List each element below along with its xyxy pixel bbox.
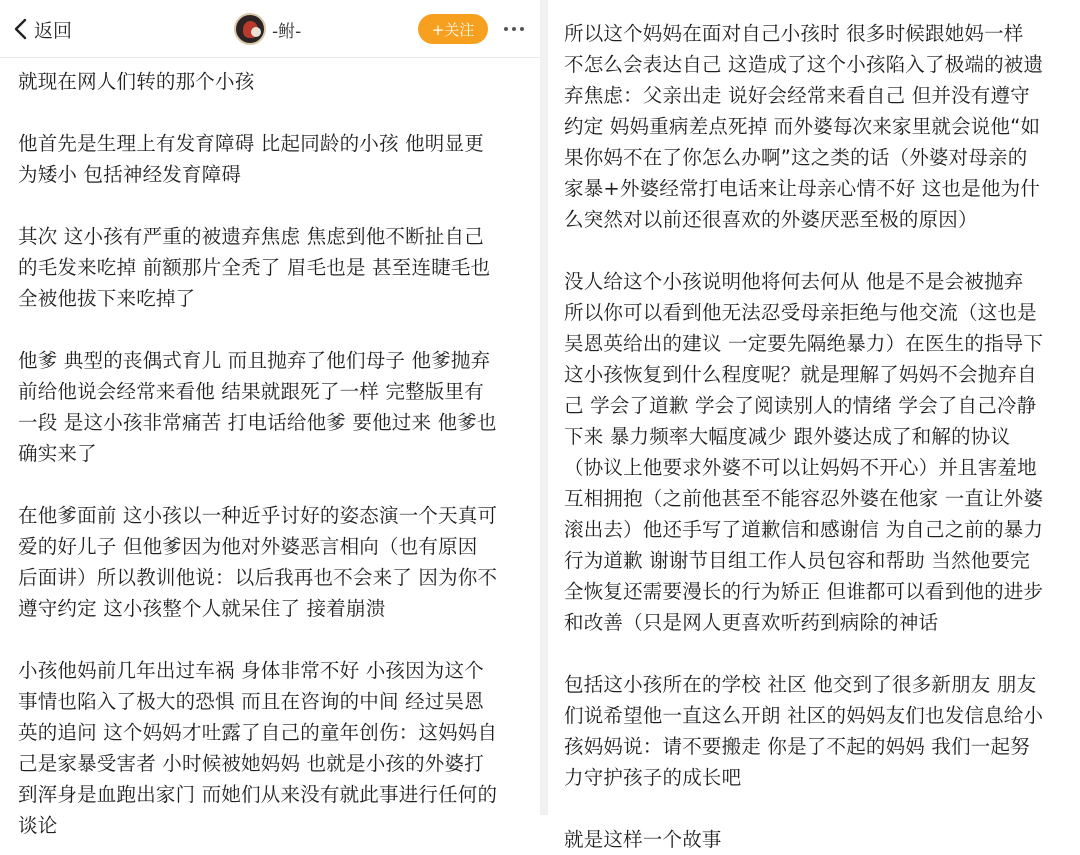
text-line — [18, 469, 497, 500]
text-line: 全被他拔下来吃掉了 — [18, 287, 196, 310]
text-line: 后面讲）所以教训他说：以后我再也不会来了 因为你不 — [18, 566, 498, 589]
left-screenshot-panel — [0, 0, 540, 837]
more-dot-icon — [520, 27, 524, 31]
text-line — [18, 190, 497, 221]
text-line: 没人给这个小孩说明他将何去何从 他是不是会被抛弃 — [564, 270, 1024, 293]
post-body-left — [18, 66, 497, 841]
text-line: 行为道歉 谢谢节目组工作人员包容和帮助 当然他要完 — [564, 549, 1030, 572]
follow-button[interactable]: +关注 — [418, 14, 488, 44]
text-line: 果你妈不在了你怎么办啊”这之类的话（外婆对母亲的 — [564, 146, 1028, 169]
text-line: 就是这样一个故事 — [564, 828, 722, 851]
text-line: 事情也陷入了极大的恐惧 而且在咨询的中间 经过吴恩 — [18, 690, 484, 713]
text-line: 么突然对以前还很喜欢的外婆厌恶至极的原因） — [564, 208, 978, 231]
more-dot-icon — [504, 27, 508, 31]
text-line — [18, 97, 497, 128]
text-line: 所以你可以看到他无法忍受母亲拒绝与他交流（这也是 — [564, 301, 1037, 324]
chevron-left-icon — [12, 18, 30, 40]
text-line — [564, 638, 1043, 669]
text-line: 就现在网人们转的那个小孩 — [18, 70, 255, 93]
text-line: 遵守约定 这小孩整个人就呆住了 接着崩溃 — [18, 597, 386, 620]
text-line — [18, 314, 497, 345]
text-line: 到浑身是血跑出家门 而她们从来没有就此事进行任何的 — [18, 783, 498, 806]
text-line: 他首先是生理上有发育障碍 比起同龄的小孩 他明显更 — [18, 132, 484, 155]
text-line: 爱的好儿子 但他爹因为他对外婆恶言相向（也有原因 — [18, 535, 478, 558]
text-line: 己 学会了道歉 学会了阅读别人的情绪 学会了自己冷静 — [564, 394, 1037, 417]
text-line: 孩妈妈说：请不要搬走 你是了不起的妈妈 我们一起努 — [564, 735, 1030, 758]
text-line: 小孩他妈前几年出过车祸 身体非常不好 小孩因为这个 — [18, 659, 484, 682]
more-options-button[interactable] — [497, 14, 531, 44]
text-line: 其次 这小孩有严重的被遗弃焦虑 焦虑到他不断扯自己 — [18, 225, 484, 248]
more-dot-icon — [512, 27, 516, 31]
text-line: 一段 是这小孩非常痛苦 打电话给他爹 要他过来 他爹也 — [18, 411, 497, 434]
text-line — [564, 235, 1043, 266]
column-divider — [540, 0, 548, 815]
top-navigation-bar — [0, 0, 540, 58]
text-line: 和改善（只是网人更喜欢听药到病除的神话 — [564, 611, 939, 634]
text-line: 力守护孩子的成长吧 — [564, 766, 742, 789]
text-line: 所以这个妈妈在面对自己小孩时 很多时候跟她妈一样 — [564, 22, 1024, 45]
author-info[interactable] — [234, 12, 301, 46]
author-name[interactable]: -鲋- — [272, 21, 302, 42]
text-line: 他爹 典型的丧偶式育儿 而且抛弃了他们母子 他爹抛弃 — [18, 349, 491, 372]
post-body-right — [564, 18, 1043, 855]
text-line: 家暴+外婆经常打电话来让母亲心情不好 这也是他为什 — [564, 177, 1041, 200]
text-line: 在他爹面前 这小孩以一种近乎讨好的姿态演一个天真可 — [18, 504, 498, 527]
text-line: 确实来了 — [18, 442, 97, 465]
text-line: 这小孩恢复到什么程度呢？就是理解了妈妈不会抛弃自 — [564, 363, 1037, 386]
text-line: 的毛发来吃掉 前额那片全秃了 眉毛也是 甚至连睫毛也 — [18, 256, 491, 279]
text-line: 英的追问 这个妈妈才吐露了自己的童年创伤：这妈妈自 — [18, 721, 498, 744]
back-label: 返回 — [34, 19, 73, 42]
text-line: 下来 暴力频率大幅度减少 跟外婆达成了和解的协议 — [564, 425, 1011, 448]
text-line: 为矮小 包括神经发育障碍 — [18, 163, 242, 186]
text-line: 谈论 — [18, 814, 58, 837]
text-line: 们说希望他一直这么开朗 社区的妈妈友们也发信息给小 — [564, 704, 1044, 727]
text-line: 全恢复还需要漫长的行为矫正 但谁都可以看到他的进步 — [564, 580, 1044, 603]
text-line: 前给他说会经常来看他 结果就跟死了一样 完整版里有 — [18, 380, 484, 403]
text-line: 弃焦虑：父亲出走 说好会经常来看自己 但并没有遵守 — [564, 84, 1030, 107]
right-screenshot-panel — [548, 0, 1080, 851]
text-line: 吴恩英给出的建议 一定要先隔绝暴力）在医生的指导下 — [564, 332, 1044, 355]
text-line: 己是家暴受害者 小时候被她妈妈 也就是小孩的外婆打 — [18, 752, 484, 775]
text-line: 滚出去）他还手写了道歉信和感谢信 为自己之前的暴力 — [564, 518, 1044, 541]
text-line: 不怎么会表达自己 这造成了这个小孩陷入了极端的被遗 — [564, 53, 1044, 76]
back-button[interactable] — [12, 14, 72, 44]
text-line: 约定 妈妈重病差点死掉 而外婆每次来家里就会说他“如 — [564, 115, 1041, 138]
text-line: 包括这小孩所在的学校 社区 他交到了很多新朋友 朋友 — [564, 673, 1037, 696]
text-line — [564, 793, 1043, 824]
avatar[interactable] — [234, 13, 266, 45]
text-line: 互相拥抱（之前他甚至不能容忍外婆在他家 一直让外婆 — [564, 487, 1044, 510]
text-line: （协议上他要求外婆不可以让妈妈不开心）并且害羞地 — [564, 456, 1037, 479]
text-line — [18, 624, 497, 655]
